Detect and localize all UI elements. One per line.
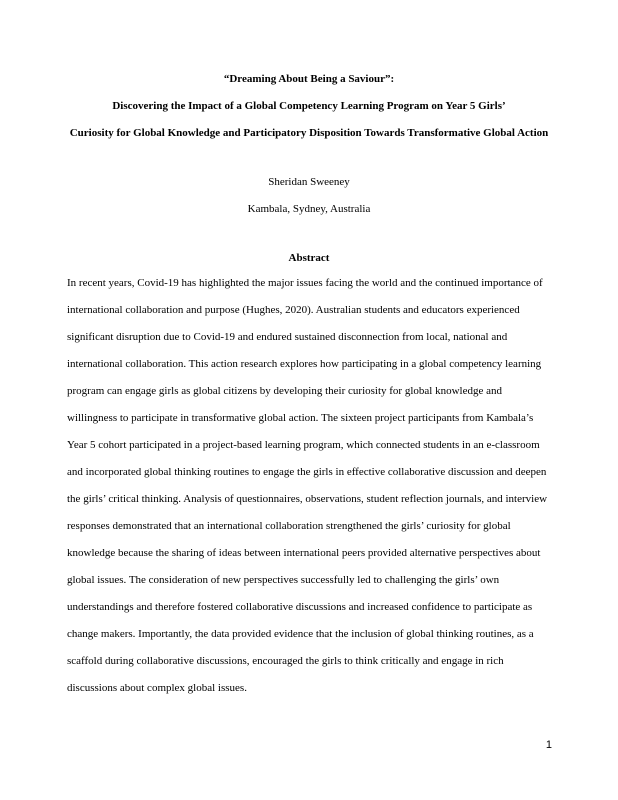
author-name: Sheridan Sweeney <box>268 176 350 188</box>
abstract-body <box>67 276 567 708</box>
abstract-line: international collaboration and purpose (Hughes, 2020). Australian students and educators experienced <box>67 304 520 316</box>
abstract-line: significant disruption due to Covid-19 and endured sustained disconnection from local, national and <box>67 331 508 343</box>
author-affiliation: Kambala, Sydney, Australia <box>247 203 371 215</box>
abstract-line: willingness to participate in transformative global action. The sixteen project participants from Kambala’s <box>67 412 534 424</box>
title-line-1: “Dreaming About Being a Saviour”: <box>223 73 395 85</box>
title-line-3: Curiosity for Global Knowledge and Participatory Disposition Towards Transformative Global Action <box>69 127 549 139</box>
abstract-line: program can engage girls as global citizens by developing their curiosity for global knowledge and <box>67 385 502 397</box>
abstract-line: understandings and therefore fostered collaborative discussions and increased confidence to participate as <box>67 601 533 613</box>
abstract-line: change makers. Importantly, the data provided evidence that the inclusion of global thinking routines, as a <box>67 628 534 640</box>
abstract-line: and incorporated global thinking routines to engage the girls in effective collaborative discussion and deepen <box>67 466 547 478</box>
abstract-heading: Abstract <box>288 252 330 264</box>
abstract-line: In recent years, Covid-19 has highlighted the major issues facing the world and the continued importance of <box>67 277 543 289</box>
abstract-line: the girls’ critical thinking. Analysis of questionnaires, observations, student reflection journals, and interview <box>67 493 548 505</box>
title-line-2: Discovering the Impact of a Global Competency Learning Program on Year 5 Girls’ <box>112 100 506 112</box>
abstract-line: scaffold during collaborative discussions, encouraged the girls to think critically and engage in rich <box>67 655 504 667</box>
abstract-line: responses demonstrated that an international collaboration strengthened the girls’ curiosity for global <box>67 520 511 532</box>
abstract-line: knowledge because the sharing of ideas between international peers provided alternative perspectives about <box>67 547 541 559</box>
abstract-line: Year 5 cohort participated in a project-based learning program, which connected students in an e-classroom <box>67 439 540 451</box>
abstract-line: international collaboration. This action research explores how participating in a global competency learning <box>67 358 542 370</box>
abstract-line: discussions about complex global issues. <box>67 682 247 694</box>
abstract-line: global issues. The consideration of new perspectives successfully led to challenging the girls’ own <box>67 574 500 586</box>
page-number: 1 <box>545 739 552 751</box>
